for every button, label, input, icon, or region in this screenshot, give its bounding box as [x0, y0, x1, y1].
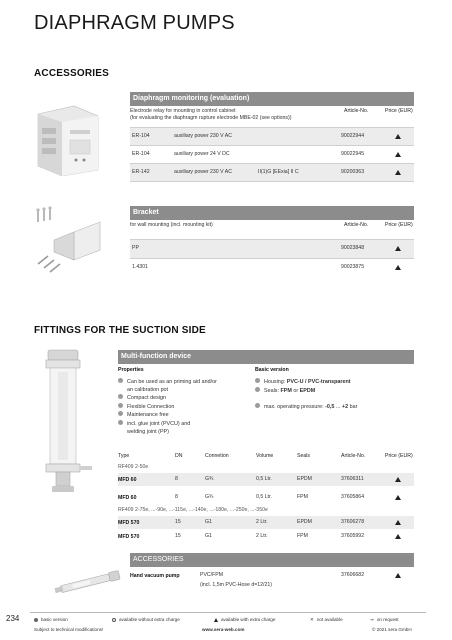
bracket-col-article: Article-No. [344, 222, 369, 228]
page-title: DIAPHRAGM PUMPS [34, 12, 235, 34]
row-connection: G1 [205, 519, 212, 525]
row-dn: 15 [175, 533, 181, 539]
available-with-extra-charge-icon [395, 170, 401, 175]
table-row [130, 240, 414, 258]
monitoring-row-article: 90022945 [341, 151, 365, 157]
bracket-band: Bracket [130, 206, 414, 220]
monitoring-row-desc: auxiliary power 24 V DC [174, 151, 230, 157]
row-volume: 0,5 Ltr. [256, 494, 272, 500]
footer-divider [30, 612, 426, 613]
hand-vacuum-pump-label: Hand vacuum pump [130, 573, 180, 579]
page-number: 234 [6, 614, 20, 623]
row-article: 37605992 [341, 533, 365, 539]
row-seals: EPDM [297, 476, 312, 482]
monitoring-col-article: Article-No. [344, 108, 369, 114]
divider [130, 181, 414, 182]
legend-basic-version: basic version [34, 617, 68, 622]
list-item: Compact design [118, 394, 217, 403]
hand-vacuum-pump-article: 37606682 [341, 572, 365, 578]
monitoring-col-price: Price (EUR) [385, 108, 413, 114]
section-title-accessories: ACCESSORIES [34, 68, 109, 79]
col-price: Price (EUR) [385, 453, 413, 459]
monitoring-row-desc: auxiliary power 230 V AC [174, 169, 232, 175]
arrow-icon: ⇒ [370, 617, 374, 622]
x-icon: ✕ [310, 617, 314, 622]
group-label: RF409 2-50e [118, 464, 149, 470]
row-dn: 8 [175, 494, 178, 500]
bracket-row-code: PP [132, 245, 139, 251]
bracket-row-article: 90023848 [341, 245, 365, 251]
divider [130, 258, 414, 259]
hand-vacuum-pump-spec: PVC/FPM [200, 572, 224, 578]
legend-available-with-extra-charge: available with extra charge [214, 617, 275, 622]
row-article: 37606278 [341, 519, 365, 525]
footer-website[interactable]: www.sera-web.com [202, 627, 245, 632]
monitoring-desc-2: (for evaluating the diaphragm rupture electrode MBE-02 (see options)) [130, 115, 292, 121]
accessories-band: ACCESSORIES [130, 553, 414, 567]
row-type: MFD 60 [118, 495, 137, 501]
row-article: 37605864 [341, 494, 365, 500]
row-seals: FPM [297, 494, 308, 500]
col-seals: Seals [297, 453, 310, 459]
divider [130, 145, 414, 146]
list-item: welding joint (PP) [127, 428, 169, 435]
available-with-extra-charge-icon [395, 495, 401, 500]
monitoring-row-code: ER-142 [132, 169, 150, 175]
row-type: MFD 60 [118, 477, 137, 483]
bracket-image [34, 204, 120, 274]
bracket-row-code: 1.4301 [132, 264, 148, 270]
col-dn: DN [175, 453, 183, 459]
row-type: MFD 570 [118, 534, 140, 540]
footer-subject: Subject to technical modifications! [34, 627, 104, 632]
hand-vacuum-pump-image [52, 568, 124, 596]
hand-vacuum-pump-spec-2: (incl. 1,5m PVC-Hose d=12/21) [200, 582, 272, 588]
group-label: RF409 2-75e, ...-90e, ...-115e, ...-140e, ...-180e, ...-250e, ...-350e [118, 507, 268, 513]
list-item: incl. glue joint (PVCU) and [118, 420, 217, 429]
monitoring-desc-1: Electrode relay for mounting in control cabinet [130, 108, 236, 114]
footer-copyright: © 2021 sera GmbH [372, 627, 412, 632]
list-item: max. operating pressure: -0,5 ... +2 bar [255, 403, 357, 412]
row-article: 37606311 [341, 476, 364, 482]
monitoring-row-code: ER-104 [132, 133, 150, 139]
available-with-extra-charge-icon [395, 152, 401, 157]
properties-list [118, 378, 217, 436]
list-item: Seals: FPM or EPDM [255, 387, 357, 396]
list-item: Can be used as an priming aid and/or [118, 378, 217, 387]
row-volume: 0,5 Ltr. [256, 476, 272, 482]
available-with-extra-charge-icon [395, 534, 401, 539]
multifunction-band: Multi-function device [118, 350, 414, 364]
monitoring-row-article: 90200363 [341, 169, 365, 175]
basic-version-label: Basic version [255, 367, 289, 373]
monitoring-row-article: 90022944 [341, 133, 365, 139]
col-connection: Connetion [205, 453, 229, 459]
legend-on-request: ⇒ on request [370, 617, 399, 622]
list-item: Flexible Connection [118, 403, 217, 412]
row-connection: G1 [205, 533, 212, 539]
row-connection: G¾ [205, 476, 214, 482]
basic-version-list [255, 378, 357, 411]
row-seals: FPM [297, 533, 308, 539]
bracket-desc: for wall mounting (incl. mounting kit) [130, 222, 213, 228]
legend-available-without-extra-charge: available without extra charge [112, 617, 180, 622]
table-row [130, 128, 414, 145]
row-volume: 2 Ltr. [256, 533, 268, 539]
row-seals: EPDM [297, 519, 312, 525]
available-with-extra-charge-icon [395, 134, 401, 139]
col-article: Article-No. [341, 453, 366, 459]
properties-label: Properties [118, 367, 144, 373]
available-with-extra-charge-icon [395, 573, 401, 578]
legend-not-available: ✕ not available [310, 617, 343, 622]
monitoring-row-desc: auxiliary power 230 V AC [174, 133, 232, 139]
list-item: Maintenance free [118, 411, 217, 420]
row-type: MFD 570 [118, 520, 140, 526]
monitoring-row-code: ER-104 [132, 151, 150, 157]
row-dn: 15 [175, 519, 181, 525]
row-connection: G¾ [205, 494, 214, 500]
col-type: Type [118, 453, 130, 459]
monitoring-row-extra: II(1)G [EExia] II C [258, 169, 299, 175]
monitoring-band: Diaphragm monitoring (evaluation) [130, 92, 414, 106]
available-with-extra-charge-icon [395, 477, 401, 482]
row-dn: 8 [175, 476, 178, 482]
available-with-extra-charge-icon [395, 246, 401, 251]
bracket-col-price: Price (EUR) [385, 222, 413, 228]
col-volume: Volume [256, 453, 274, 459]
list-item: an calibration pot [127, 386, 169, 393]
relay-image [34, 100, 104, 176]
available-with-extra-charge-icon [395, 520, 401, 525]
available-with-extra-charge-icon [395, 265, 401, 270]
section-title-fittings: FITTINGS FOR THE SUCTION SIDE [34, 325, 206, 336]
row-volume: 2 Ltr. [256, 519, 268, 525]
multifunction-device-image [36, 346, 96, 494]
bracket-row-article: 90023875 [341, 264, 365, 270]
list-item: Housing: PVC-U / PVC-transparent [255, 378, 357, 387]
